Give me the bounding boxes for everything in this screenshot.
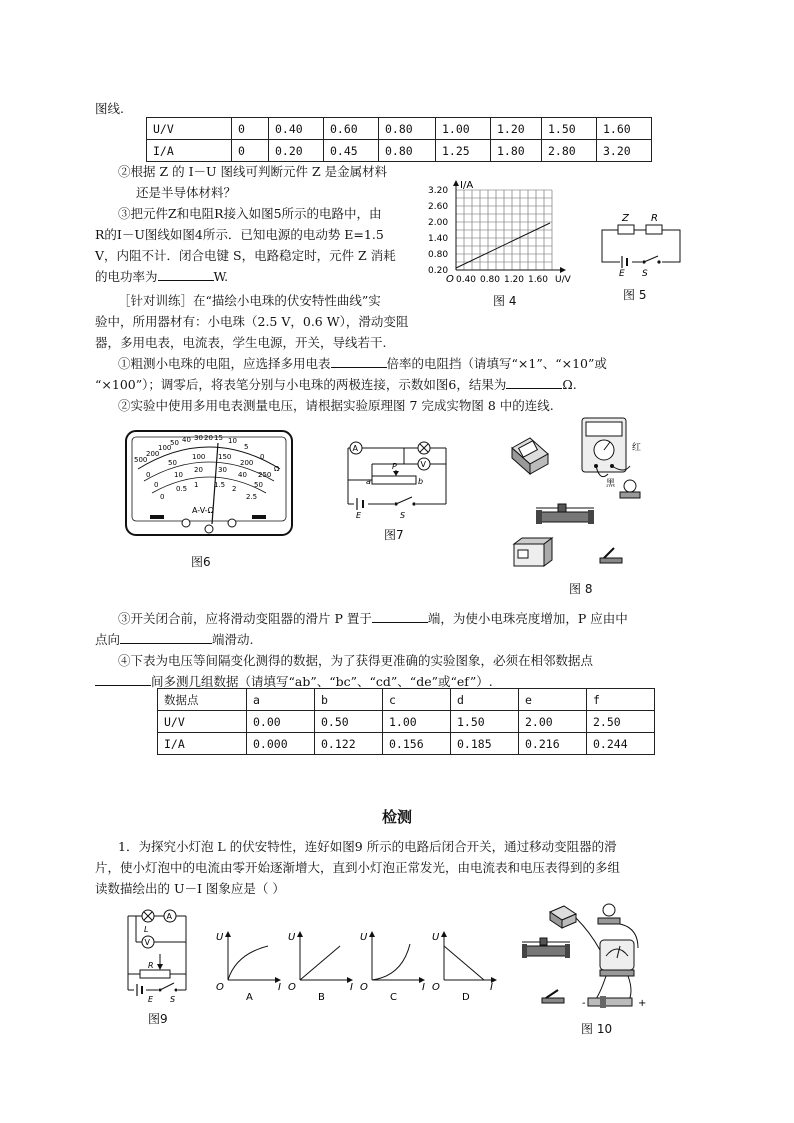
origin-label: O [360, 982, 368, 993]
label-e: E [356, 511, 362, 520]
p1-line3: 读数描绘出的 U－I 图象应是（ ） [95, 881, 285, 896]
row-label: I/A [158, 733, 247, 755]
answer-blank[interactable] [506, 375, 562, 389]
option-label: C [390, 992, 397, 1003]
option-curve [444, 946, 484, 980]
option-label: D [462, 992, 470, 1003]
q3-text: 的电功率为 [95, 269, 158, 284]
p1-line2: 片，使小灯泡中的电流由零开始逐渐增大，直到小灯泡正常发光，由电流表和电压表得到的多组 [95, 860, 621, 875]
header-cell: e [519, 689, 587, 711]
adjust-screw-icon [182, 519, 190, 527]
y-tick: 1.40 [428, 234, 449, 244]
resistor-r [646, 225, 662, 234]
scale-label: 0 [146, 471, 151, 479]
cell: 0.50 [315, 711, 383, 733]
row-label: I/A [147, 140, 232, 162]
figure-7-circuit [336, 434, 452, 520]
cell: 0.80 [379, 118, 436, 140]
axis-u-label: U [432, 932, 440, 943]
option-a-graph [216, 932, 281, 1003]
cell: 0.216 [519, 733, 587, 755]
scale-label: 200 [240, 459, 254, 467]
scale-label: 150 [218, 453, 232, 461]
cell: 1.00 [436, 118, 491, 140]
training-line1: ［针对训练］在“描绘小电珠的伏安特性曲线”实 [118, 293, 381, 308]
y-axis-label: I/A [460, 180, 474, 191]
scale-label: 50 [170, 439, 179, 447]
scale-label: 10 [228, 437, 237, 445]
axis-i-label: I [350, 982, 353, 993]
rheostat-icon [536, 504, 594, 524]
cell: 0.122 [315, 733, 383, 755]
origin-label: O [446, 274, 454, 285]
cell: 0.000 [247, 733, 315, 755]
t1-line2 [95, 374, 577, 395]
origin-label: O [432, 982, 440, 993]
scale-label: 50 [168, 459, 177, 467]
y-tick: 3.20 [428, 186, 449, 196]
axis-u-label: U [216, 932, 224, 943]
table-iu-z [146, 117, 652, 162]
cell: 1.20 [491, 118, 542, 140]
figure-6-caption: 图6 [191, 555, 211, 569]
cell: 2.80 [542, 140, 597, 162]
header-cell: f [587, 689, 655, 711]
header-cell: a [247, 689, 315, 711]
table-row [147, 118, 652, 140]
scale-label: 200 [146, 450, 160, 458]
training-line2: 验中，所用器材有：小电珠（2.5 V，0.6 W），滑动变阻 [95, 314, 409, 329]
answer-blank[interactable] [95, 672, 151, 686]
axis-i-label: I [490, 982, 493, 993]
t1-text: 倍率的电阻挡（请填写“×1”、“×10”或 [386, 356, 607, 371]
cell: 0.80 [379, 140, 436, 162]
t3-text: ③开关闭合前，应将滑动变阻器的滑片 P 置于 [118, 611, 372, 626]
intro-text: 图线. [95, 101, 124, 116]
table-row [147, 140, 652, 162]
t4-line1: ④下表为电压等间隔变化测得的数据，为了获得更准确的实验图象，必须在相邻数据点 [118, 653, 594, 668]
switch-icon [600, 548, 622, 563]
cell: 1.25 [436, 140, 491, 162]
figure-10-apparatus [516, 898, 666, 1014]
bulb-icon [598, 904, 620, 924]
cell: 0.20 [269, 140, 324, 162]
ammeter-icon [550, 906, 576, 928]
option-label: A [246, 992, 253, 1003]
t1-text: ①粗测小电珠的电阻，应选择多用电表 [118, 356, 331, 371]
option-b-graph [288, 932, 353, 1003]
label-a: A [166, 912, 172, 921]
t3-text: 端，为使小电珠亮度增加，P 应由中 [427, 611, 628, 626]
figure-8-caption: 图 8 [569, 582, 593, 596]
scale-label: 30 [218, 466, 227, 474]
scale-label: 1 [194, 481, 199, 489]
cell: 0 [232, 140, 269, 162]
label-p: P [392, 462, 397, 471]
scale-label: 1.5 [214, 481, 226, 489]
wire [576, 918, 600, 950]
q2-line2: 还是半导体材料？ [136, 185, 237, 200]
cell: 0 [232, 118, 269, 140]
scale-label: 40 [182, 436, 191, 444]
plus-sign: + [638, 998, 647, 1009]
y-tick: 2.00 [428, 218, 449, 228]
q3-line3: V，内阻不计．闭合电键 S，电路稳定时，元件 Z 消耗 [95, 248, 396, 263]
q3-line1: ③把元件Z和电阻R接入如图5所示的电路中，由 [118, 206, 382, 221]
t4-text: 间多测几组数据（请填写“ab”、“bc”、“cd”、“de”或“ef”）. [151, 674, 493, 689]
label-black: 黑 [606, 479, 616, 489]
x-tick: 0.80 [479, 275, 501, 285]
label-l: L [144, 925, 149, 934]
cell: 0.244 [587, 733, 655, 755]
figure-9-caption: 图9 [148, 1012, 168, 1026]
center-label: A-V-Ω [192, 506, 214, 515]
multimeter-icon [582, 418, 626, 472]
label-v: V [144, 938, 150, 947]
table-bulb-data [157, 688, 655, 755]
scale-label: 20 [194, 466, 203, 474]
y-tick: 2.60 [428, 202, 449, 212]
option-curve [228, 946, 268, 980]
cell: 0.45 [324, 140, 379, 162]
bulb-icon [620, 480, 640, 498]
scale-label: 15 [214, 434, 223, 442]
label-e: E [148, 995, 154, 1002]
label-red: 红 [632, 443, 642, 453]
scale-label: 10 [174, 471, 183, 479]
scale-label: 0 [260, 453, 265, 461]
row-label: U/V [158, 711, 247, 733]
q2-line1: ②根据 Z 的 I－U 图线可判断元件 Z 是金属材料 [118, 164, 388, 179]
section-title: 检测 [381, 808, 412, 826]
scale-label: 50 [254, 481, 263, 489]
x-arrow [560, 267, 566, 273]
header-cell: b [315, 689, 383, 711]
cell: 1.50 [542, 118, 597, 140]
scale-label: 100 [158, 444, 172, 452]
table-row [158, 733, 655, 755]
omega-symbol: Ω [274, 465, 280, 473]
x-tick: 1.60 [527, 275, 549, 285]
battery-icon [588, 996, 632, 1008]
t2-line: ②实验中使用多用电表测量电压，请根据实验原理图 7 完成实物图 8 中的连线. [118, 398, 554, 413]
scale-label: 5 [244, 443, 249, 451]
answer-blank[interactable] [372, 609, 428, 623]
scale-label: 20 [204, 434, 213, 442]
answer-blank[interactable] [331, 354, 387, 368]
p1-line1: 1．为探究小灯泡 L 的伏安特性，连好如图9 所示的电路后闭合开关，通过移动变阻器的滑 [118, 839, 617, 854]
answer-blank[interactable] [120, 630, 212, 644]
figure-4-graph [428, 178, 578, 296]
switch-icon [542, 990, 564, 1003]
label-a: A [352, 444, 358, 453]
scale-label: 30 [194, 434, 203, 442]
label-r: R [148, 961, 154, 970]
figure-5-circuit [592, 210, 688, 276]
t3-text: 端滑动. [212, 632, 254, 647]
t3-line1 [118, 608, 628, 629]
label-r: R [651, 213, 658, 224]
slider-arrow [157, 964, 163, 970]
label-s: S [642, 269, 648, 276]
scale-label: 40 [238, 471, 247, 479]
y-tick: 0.80 [428, 250, 449, 260]
x-tick: 0.40 [455, 275, 477, 285]
cell: 1.80 [491, 140, 542, 162]
label-v: V [420, 460, 426, 469]
cell: 1.60 [597, 118, 652, 140]
row-label: U/V [147, 118, 232, 140]
scale-label: 250 [258, 471, 272, 479]
scale-label: 0 [160, 493, 165, 501]
cell: 0.156 [383, 733, 451, 755]
axis-u-label: U [288, 932, 296, 943]
cell: 3.20 [597, 140, 652, 162]
table-header-row [158, 689, 655, 711]
cell: 2.00 [519, 711, 587, 733]
training-line3: 器，多用电表，电流表，学生电源，开关，导线若干. [95, 335, 387, 350]
label-z: Z [622, 213, 629, 224]
adjust-screw-icon [228, 519, 236, 527]
cell: 2.50 [587, 711, 655, 733]
grid [456, 190, 552, 270]
axis-i-label: I [278, 982, 281, 993]
label-e: E [619, 269, 625, 276]
figure-7-caption: 图7 [384, 528, 404, 542]
label-s: S [170, 995, 176, 1002]
cell: 1.50 [451, 711, 519, 733]
header-cell: 数据点 [158, 689, 247, 711]
cell: 1.00 [383, 711, 451, 733]
origin-label: O [288, 982, 296, 993]
scale-label: 2 [232, 485, 237, 493]
t3-line2 [95, 629, 254, 650]
table-row [158, 711, 655, 733]
answer-blank[interactable] [158, 267, 214, 281]
voltmeter-icon [600, 940, 634, 976]
minus-sign: - [582, 998, 586, 1009]
power-supply-icon [514, 538, 552, 566]
figure-6-meter-dial [124, 429, 294, 539]
rheostat-icon [522, 938, 570, 958]
origin-label: O [216, 982, 224, 993]
x-tick: 1.20 [503, 275, 525, 285]
scale-label: 500 [134, 456, 148, 464]
figure-10-caption: 图 10 [581, 1022, 613, 1036]
scale-label: 0.5 [176, 485, 188, 493]
x-axis-label: U/V [555, 275, 571, 285]
t1-line1 [118, 353, 607, 374]
option-label: B [318, 992, 325, 1003]
t3-text: 点向 [95, 632, 121, 647]
cell: 0.40 [269, 118, 324, 140]
header-cell: d [451, 689, 519, 711]
y-tick: 0.20 [428, 266, 449, 276]
cell: 0.60 [324, 118, 379, 140]
scale-label: 100 [192, 453, 206, 461]
y-arrow [453, 180, 459, 186]
zero-screw-icon [205, 525, 213, 533]
t1-text: “×100”）；调零后，将表笔分别与小电珠的两极连接，示数如图6，结果为 [95, 377, 507, 392]
answer-options-graphs [210, 924, 500, 1004]
axis-u-label: U [360, 932, 368, 943]
label-a-end: a [366, 477, 371, 486]
figure-8-apparatus [500, 414, 660, 584]
label-s: S [400, 511, 406, 520]
t1-unit: Ω. [562, 377, 577, 392]
figure-5-caption: 图 5 [623, 288, 647, 302]
element-z [618, 225, 634, 234]
header-cell: c [383, 689, 451, 711]
cell: 0.00 [247, 711, 315, 733]
q3-unit: W. [213, 269, 229, 284]
q3-line2: R的I－U图线如图4所示．已知电源的电动势 E=1.5 [95, 227, 384, 242]
figure-9-circuit [120, 906, 200, 1002]
ammeter-icon [512, 438, 548, 474]
scale-label: 2.5 [246, 493, 258, 501]
figure-4-caption: 图 4 [493, 294, 517, 308]
scale-label: 0 [154, 481, 159, 489]
axis-i-label: I [422, 982, 425, 993]
option-d-graph [432, 932, 496, 1003]
option-curve [300, 946, 340, 980]
option-c-graph [360, 932, 425, 1003]
cell: 0.185 [451, 733, 519, 755]
option-curve [372, 944, 410, 980]
label-b-end: b [418, 477, 424, 486]
q3-line4 [95, 266, 228, 287]
